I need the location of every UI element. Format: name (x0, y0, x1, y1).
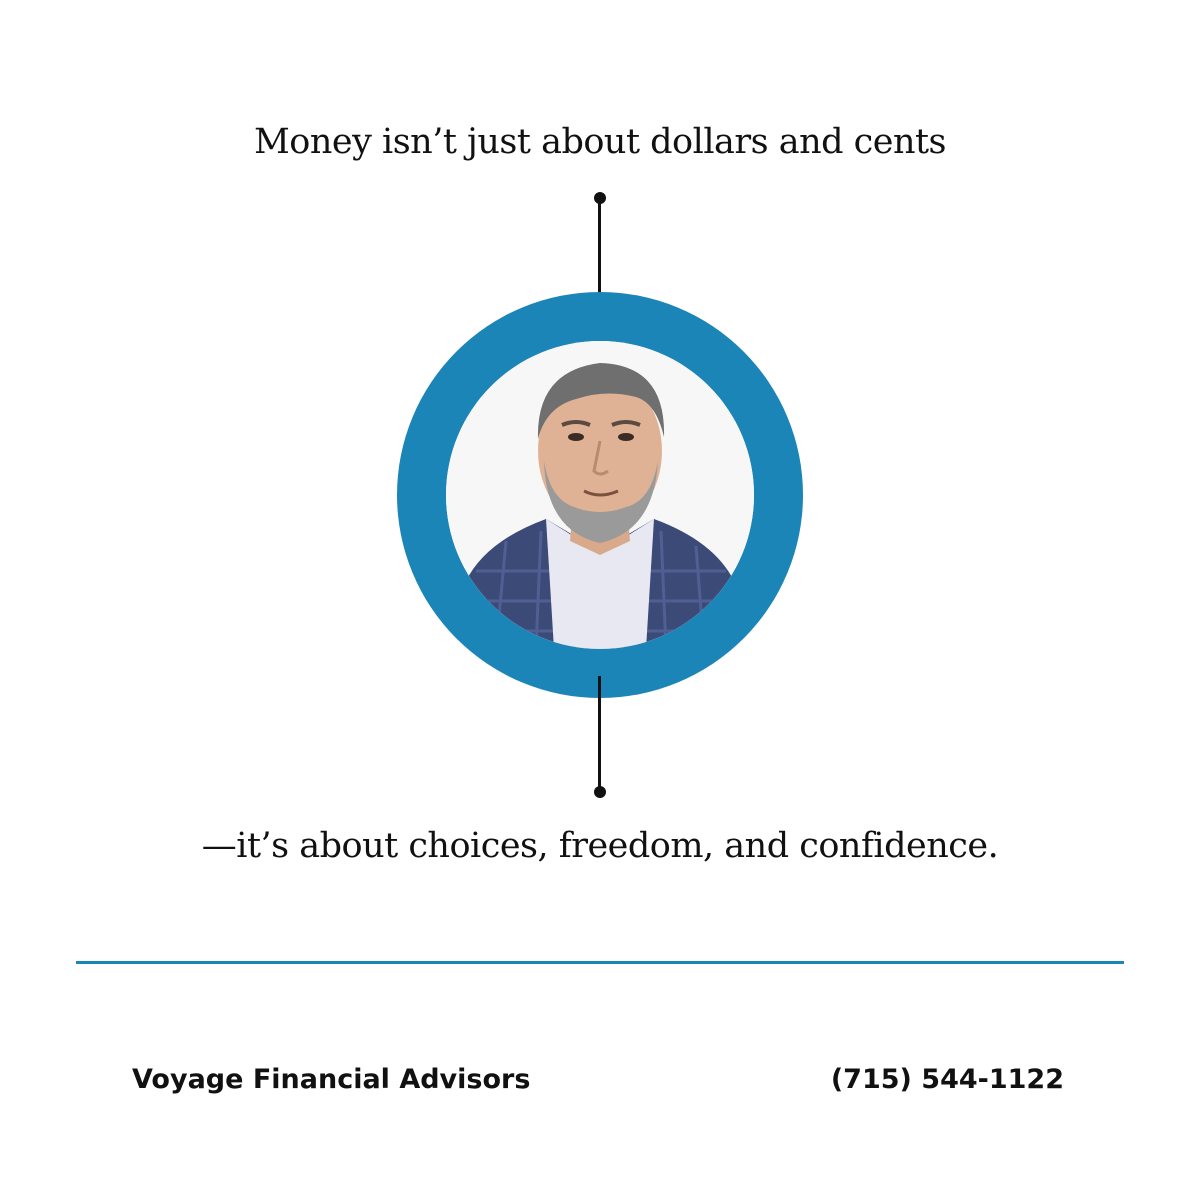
advisor-portrait (446, 341, 754, 649)
connector-line-bottom (598, 676, 601, 792)
company-name: Voyage Financial Advisors (132, 1064, 531, 1095)
quote-line-1: Money isn’t just about dollars and cents (253, 122, 947, 162)
phone-number[interactable]: (715) 544-1122 (830, 1064, 1064, 1095)
advisor-portrait-illustration (446, 341, 754, 649)
connector-dot-bottom (594, 786, 606, 798)
quote-line-2: —it’s about choices, freedom, and confidence. (201, 826, 999, 866)
footer-divider (76, 961, 1124, 964)
